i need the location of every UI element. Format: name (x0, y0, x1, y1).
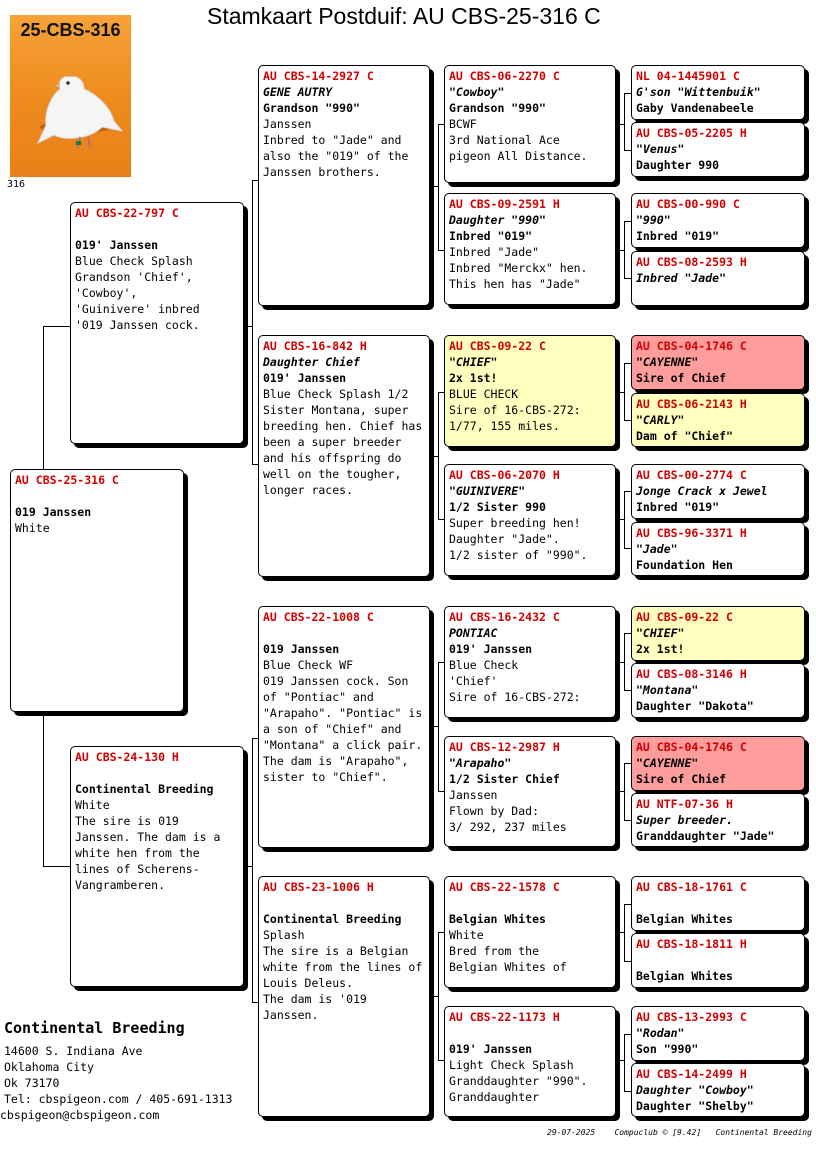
pigeon-note: Dam of "Chief" (636, 429, 733, 443)
pigeon-note: Inbred "019" (449, 229, 533, 243)
pigeon-note: 1/2 sister of "990". (449, 548, 588, 562)
gg-grandparent-card[interactable] (631, 793, 805, 847)
ring-number: AU CBS-14-2499 H (636, 1067, 747, 1081)
pigeon-note: This hen has "Jade" (449, 277, 581, 291)
pigeon-note: 1/77, 155 miles. (449, 419, 560, 433)
pigeon-note: 1/2 Sister 990 (449, 500, 546, 514)
pigeon-note: Belgian Whites (636, 912, 733, 926)
great-grandparent-card[interactable] (444, 1006, 616, 1117)
pigeon-note: Inbred "019" (636, 229, 720, 243)
ring-number: AU CBS-16-842 H (263, 339, 367, 353)
pigeon-note (449, 895, 611, 911)
pigeon-note: BLUE CHECK (449, 387, 519, 401)
ring-number: AU CBS-96-3371 H (636, 526, 747, 540)
pigeon-note: "CAYENNE" (636, 355, 699, 369)
pigeon-note: Daughter "Cowboy" (636, 1083, 754, 1097)
great-grandparent-card[interactable] (444, 65, 616, 183)
pigeon-note: 019 Janssen (15, 505, 92, 519)
footer-owner: Continental Breeding (715, 1128, 812, 1137)
ring-number: AU CBS-06-2270 C (449, 69, 560, 83)
pigeon-note: Continental Breeding (263, 912, 402, 926)
pigeon-note: 019' Janssen (75, 238, 159, 252)
ring-number: AU CBS-24-130 H (75, 750, 179, 764)
pigeon-note: "CHIEF" (636, 626, 685, 640)
pigeon-note: 019 Janssen (263, 642, 340, 656)
breeder-email: cbspigeon@cbspigeon.com (0, 1108, 160, 1122)
pigeon-note: Granddaughter "990". (449, 1074, 588, 1088)
pigeon-note: Daughter 990 (636, 158, 720, 172)
photo-ring-number: 316 (7, 179, 26, 190)
pigeon-note: Sire of Chief (636, 772, 727, 786)
pigeon-note: 1/2 Sister Chief (449, 772, 560, 786)
pigeon-note: Inbred "019" (636, 500, 720, 514)
pigeon-note: Granddaughter "Jade" (636, 829, 775, 843)
pigeon-note: "Jade" (636, 542, 678, 556)
breeder-tel: Tel: cbspigeon.com / 405-691-1313 (4, 1092, 233, 1106)
pigeon-note: Inbred "Jade" (636, 271, 727, 285)
pigeon-note: Daughter "990" (449, 213, 546, 227)
breeder-city: Oklahoma City (4, 1060, 95, 1074)
pigeon-note: '019 Janssen cock. (75, 318, 200, 332)
footer-software: Compuclub © [9.42] (614, 1128, 702, 1137)
gg-grandparent-card[interactable] (631, 736, 805, 791)
ring-number: AU CBS-22-1008 C (263, 610, 374, 624)
pigeon-note: Inbred to "Jade" and also the "019" of the Janssen brothers. (263, 133, 409, 179)
grandparent-card[interactable] (258, 335, 430, 577)
footer-date: 29-07-2025 (547, 1128, 596, 1137)
ring-number: AU CBS-18-1811 H (636, 937, 747, 951)
pigeon-note: Belgian Whites of (449, 960, 567, 974)
pigeon-note: White (449, 928, 484, 942)
pigeon-note: 019 Janssen cock. Son of "Pontiac" and "Arapaho". "Pontiac" is a son of "Chief" and "Montana" a click pair. The dam is "Arapaho", sister to "Chief". (263, 674, 423, 784)
pigeon-note: Belgian Whites (636, 969, 733, 983)
ring-number: AU CBS-23-1006 H (263, 880, 374, 894)
gg-grandparent-card[interactable] (631, 1006, 805, 1061)
gg-grandparent-card[interactable] (631, 1063, 805, 1117)
pigeon-note: Grandson "990" (449, 101, 546, 115)
grandparent-card[interactable] (258, 876, 430, 1117)
gg-grandparent-card[interactable] (631, 193, 805, 248)
ring-number: AU CBS-25-316 C (15, 473, 119, 487)
pigeon-note: 019' Janssen (263, 371, 347, 385)
ring-number: AU CBS-09-22 C (636, 610, 733, 624)
pigeon-note: 019' Janssen (449, 642, 533, 656)
page-title: Stamkaart Postduif: AU CBS-25-316 C (207, 3, 601, 29)
pigeon-note: Super breeding hen! (449, 516, 581, 530)
pigeon-note (15, 488, 179, 504)
pigeon-note: BCWF (449, 117, 477, 131)
pigeon-note: "Rodan" (636, 1026, 685, 1040)
pigeon-note: The sire is a Belgian white from the lines of Louis Deleus. (263, 944, 423, 990)
pigeon-note: Granddaughter (449, 1090, 540, 1104)
pigeon-note (75, 221, 239, 237)
gg-grandparent-card[interactable] (631, 251, 805, 306)
gg-grandparent-card[interactable] (631, 393, 805, 447)
ring-number: AU CBS-22-1578 C (449, 880, 560, 894)
pigeon-note: Inbred "Merckx" hen. (449, 261, 588, 275)
ring-number: AU CBS-12-2987 H (449, 740, 560, 754)
pigeon-note: "990" (636, 213, 671, 227)
pigeon-note: The sire is 019 Janssen. The dam is a white hen from the lines of Scherens-Vangramberen. (75, 814, 221, 892)
pigeon-note: GENE AUTRY (263, 85, 333, 99)
pigeon-note: Belgian Whites (449, 912, 546, 926)
pigeon-note: Gaby Vandenabeele (636, 101, 754, 115)
pigeon-note: 'Guinivere' inbred (75, 302, 200, 316)
pigeon-note: "CAYENNE" (636, 756, 699, 770)
pigeon-note: Daughter "Jade". (449, 532, 560, 546)
gg-grandparent-card[interactable] (631, 606, 805, 661)
dam-card[interactable] (70, 746, 244, 987)
pigeon-note: PONTIAC (449, 626, 498, 640)
pigeon-note: Foundation Hen (636, 558, 733, 572)
breeder-info (0, 1017, 233, 1123)
gg-grandparent-card[interactable] (631, 933, 805, 988)
grandparent-card[interactable] (258, 606, 430, 848)
pigeon-note: Daughter "Dakota" (636, 699, 754, 713)
ring-number: AU CBS-06-2070 H (449, 468, 560, 482)
pigeon-photo (10, 15, 131, 177)
pigeon-note: Jonge Crack x Jewel (636, 484, 768, 498)
pigeon-note: Grandson 'Chief', (75, 270, 193, 284)
pigeon-note: "Venus" (636, 142, 685, 156)
pigeon-note: Light Check Splash (449, 1058, 574, 1072)
pigeon-image (10, 15, 131, 177)
gg-grandparent-card[interactable] (631, 522, 805, 576)
pigeon-note: Sire of 16-CBS-272: (449, 403, 581, 417)
pigeon-note: White (15, 521, 50, 535)
ring-number: AU CBS-09-2591 H (449, 197, 560, 211)
ring-number: AU CBS-14-2927 C (263, 69, 374, 83)
pigeon-note: Inbred "Jade" (449, 245, 540, 259)
ring-number: AU CBS-13-2993 C (636, 1010, 747, 1024)
pigeon-note: Super breeder. (636, 813, 733, 827)
gg-grandparent-card[interactable] (631, 122, 805, 177)
pigeon-note: "CHIEF" (449, 355, 498, 369)
pigeon-note: Daughter "Shelby" (636, 1099, 754, 1113)
pigeon-note: White (75, 798, 110, 812)
gg-grandparent-card[interactable] (631, 65, 805, 120)
pigeon-note (636, 895, 800, 911)
pigeon-note: 2x 1st! (449, 371, 498, 385)
ring-number: NL 04-1445901 C (636, 69, 740, 83)
pigeon-note: Sire of Chief (636, 371, 727, 385)
pigeon-note: "Arapaho" (449, 756, 512, 770)
ring-number: AU CBS-04-1746 C (636, 740, 747, 754)
pigeon-note: Janssen (263, 117, 312, 131)
gg-grandparent-card[interactable] (631, 464, 805, 519)
ring-number: AU CBS-22-797 C (75, 206, 179, 220)
photo-label: 25-CBS-316 (20, 20, 121, 40)
great-grandparent-card[interactable] (444, 876, 616, 988)
pigeon-note: Blue Check Splash 1/2 Sister Montana, super breeding hen. Chief has been a super breeder and his offspring do well on the tougher, longer races. (263, 387, 423, 497)
pigeon-note: The dam is '019 Janssen. (263, 992, 367, 1022)
pigeon-note: Blue Check (449, 658, 519, 672)
pigeon-note: Continental Breeding (75, 782, 214, 796)
ring-number: AU CBS-06-2143 H (636, 397, 747, 411)
pigeon-note: Blue Check Splash (75, 254, 193, 268)
ring-number: AU CBS-05-2205 H (636, 126, 747, 140)
footer (547, 1128, 812, 1137)
pigeon-note: 2x 1st! (636, 642, 685, 656)
breeder-state: Ok 73170 (4, 1076, 60, 1090)
grandparent-card[interactable] (258, 65, 430, 306)
pigeon-note: Grandson "990" (263, 101, 360, 115)
pigeon-note: Blue Check WF (263, 658, 354, 672)
great-grandparent-card[interactable] (444, 335, 616, 447)
ring-number: AU CBS-18-1761 C (636, 880, 747, 894)
pigeon-note: "Montana" (636, 683, 699, 697)
ring-number: AU CBS-04-1746 C (636, 339, 747, 353)
pigeon-note: "GUINIVERE" (449, 484, 526, 498)
pigeon-note (263, 895, 425, 911)
great-grandparent-card[interactable] (444, 736, 616, 847)
ring-number: AU CBS-00-2774 C (636, 468, 747, 482)
pigeon-note: Daughter Chief (263, 355, 360, 369)
gg-grandparent-card[interactable] (631, 335, 805, 390)
pigeon-note (636, 952, 800, 968)
great-grandparent-card[interactable] (444, 464, 616, 576)
pigeon-note: "Cowboy" (449, 85, 505, 99)
ring-number: AU NTF-07-36 H (636, 797, 733, 811)
pigeon-note (263, 625, 425, 641)
ring-number: AU CBS-22-1173 H (449, 1010, 560, 1024)
pigeon-note: 'Chief' (449, 674, 498, 688)
breeder-name: Continental Breeding (4, 1019, 185, 1037)
great-grandparent-card[interactable] (444, 193, 616, 305)
ring-number: AU CBS-00-990 C (636, 197, 740, 211)
pigeon-note: 019' Janssen (449, 1042, 533, 1056)
pigeon-note: Splash (263, 928, 305, 942)
pigeon-note: pigeon All Distance. (449, 149, 588, 163)
ring-number: AU CBS-09-22 C (449, 339, 546, 353)
subject-card[interactable] (10, 469, 184, 712)
pigeon-note (449, 1025, 611, 1041)
pigeon-note: 3rd National Ace (449, 133, 560, 147)
gg-grandparent-card[interactable] (631, 876, 805, 931)
ring-number: AU CBS-08-3146 H (636, 667, 747, 681)
pigeon-note: Sire of 16-CBS-272: (449, 690, 581, 704)
pigeon-note: Son "990" (636, 1042, 699, 1056)
great-grandparent-card[interactable] (444, 606, 616, 718)
pigeon-note: G'son "Wittenbuik" (636, 85, 761, 99)
pigeon-note (75, 765, 239, 781)
gg-grandparent-card[interactable] (631, 663, 805, 718)
ring-number: AU CBS-16-2432 C (449, 610, 560, 624)
pigeon-note: Flown by Dad: (449, 804, 540, 818)
breeder-address: 14600 S. Indiana Ave (4, 1044, 143, 1058)
pigeon-note: "CARLY" (636, 413, 685, 427)
pigeon-note: 3/ 292, 237 miles (449, 820, 567, 834)
ring-number: AU CBS-08-2593 H (636, 255, 747, 269)
pigeon-note: 'Cowboy', (75, 286, 138, 300)
sire-card[interactable] (70, 202, 244, 444)
pigeon-note: Bred from the (449, 944, 540, 958)
pigeon-note: Janssen (449, 788, 498, 802)
